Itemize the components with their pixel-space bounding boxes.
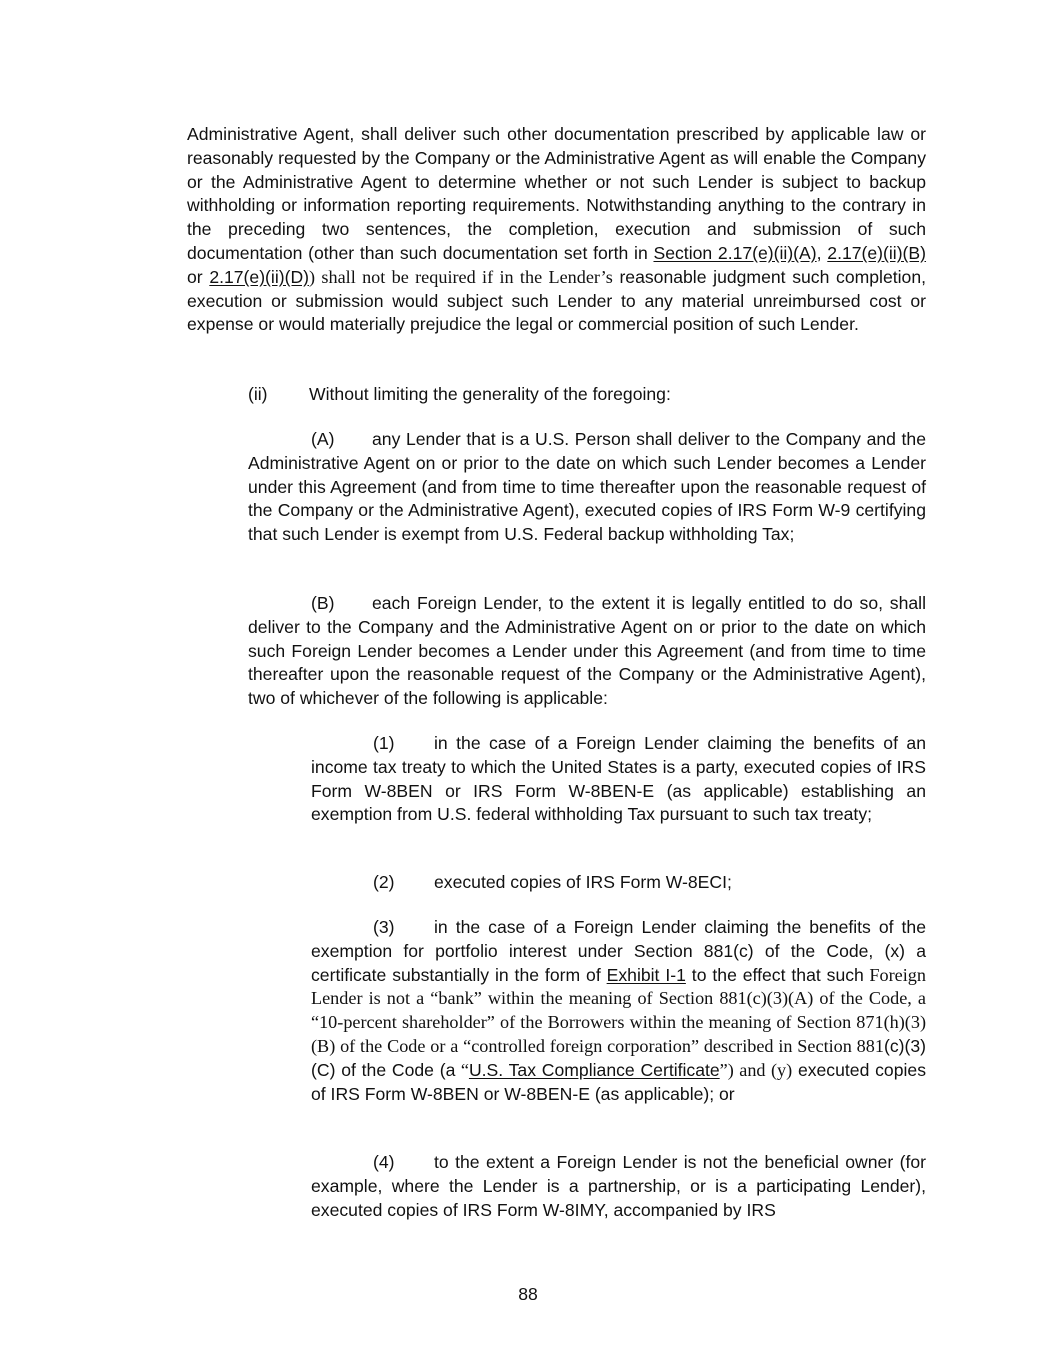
item-text: executed copies of IRS Form W-8ECI; — [434, 872, 732, 892]
page-number: 88 — [518, 1284, 538, 1304]
item-label: (B) — [311, 593, 335, 613]
item-text-serif-mid: ”) and (y) — [719, 1059, 793, 1080]
item-label: (2) — [373, 872, 395, 892]
list-item-2 — [311, 871, 926, 895]
list-item-a — [248, 428, 926, 547]
item-label: (ii) — [248, 384, 268, 404]
list-item-3 — [311, 916, 926, 1106]
item-label: (A) — [311, 429, 335, 449]
exhibit-i1-link[interactable]: Exhibit I-1 — [606, 964, 686, 985]
section-ref-a-link[interactable]: Section 2.17(e)(ii)(A) — [653, 242, 817, 263]
list-item-1 — [311, 732, 926, 827]
intro-text-end: reasonable judgment such completion, execution or submission would subject such Lender to any material unreimbursed cost or expense or would materially prejudice the legal or commercial position of such Lender. — [187, 266, 926, 335]
item-label: (1) — [373, 733, 395, 753]
item-text: any Lender that is a U.S. Person shall deliver to the Company and the Administrative Agent on or prior to the date on which such Lender becomes a Lender under this Agreement (and from time to time thereafter upon the reasonable request of the Company or the Administrative Agent), executed copies of IRS Form W-9 certifying that such Lender is exempt from U.S. Federal backup withholding Tax; — [248, 429, 926, 545]
item-text-code-ref: (c)(3)(C) of the Code (a — [311, 1035, 926, 1080]
tax-compliance-certificate-link[interactable]: U.S. Tax Compliance Certificate — [468, 1059, 720, 1080]
list-item-4 — [311, 1151, 926, 1222]
item-text-serif: Foreign Lender is not a “bank” within the meaning of Section 881(c)(3)(A) of the Code, a “10-percent shareholder” of the Borrowers within the meaning of Section 871(h)(3)(B) of the Code or a “controlled foreign corporation” described in Section 881 — [311, 964, 926, 1056]
item-text-after-exhibit: to the effect that such — [685, 964, 864, 985]
list-item-ii — [187, 383, 926, 407]
section-ref-d-link[interactable]: 2.17(e)(ii)(D) — [209, 266, 310, 287]
item-text-end: executed copies of IRS Form W-8BEN or W-8BEN-E (as applicable); or — [311, 1059, 926, 1104]
intro-text-serif: ) shall not be required if in the Lender’s — [309, 266, 613, 287]
item-text-start: in the case of a Foreign Lender claiming the benefits of the exemption for portfolio interest under Section 881(c) of the Code, (x) a certificate substantially in the form of — [311, 917, 926, 985]
item-text: each Foreign Lender, to the extent it is legally entitled to do so, shall deliver to the Company and the Administrative Agent on or prior to the date on which such Foreign Lender becomes a Lender under this Agreement (and from time to time thereafter upon the reasonable request of the Company or the Administrative Agent), two of whichever of the following is applicable: — [248, 593, 926, 709]
item-label: (3) — [373, 917, 395, 937]
ref-separator: or — [187, 266, 210, 287]
intro-text-start: Administrative Agent, shall deliver such other documentation prescribed by applicable law or reasonably requested by the Company or the Administrative Agent as will enable the Company or the Administrative Agent to determine whether or not such Lender is subject to backup withholding or information reporting requirements. Notwithstanding anything to the contrary in the preceding two sentences, the completion, execution and submission of such documentation (other than such documentation set forth in — [187, 124, 926, 263]
item-text: Without limiting the generality of the foregoing: — [309, 384, 671, 404]
item-text: to the extent a Foreign Lender is not the beneficial owner (for example, where the Lender is a partnership, or is a participating Lender), executed copies of IRS Form W-8IMY, accompanied by IRS — [311, 1152, 926, 1220]
paragraph-intro — [187, 123, 926, 337]
list-item-b — [248, 592, 926, 711]
item-text: in the case of a Foreign Lender claiming the benefits of an income tax treaty to which the United States is a party, executed copies of IRS Form W-8BEN or IRS Form W-8BEN-E (as applicable) establishing an exemption from U.S. federal withholding Tax pursuant to such tax treaty; — [311, 733, 926, 825]
quote-open: “ — [455, 1059, 469, 1080]
ref-separator: , — [816, 242, 828, 263]
section-ref-b-link[interactable]: 2.17(e)(ii)(B) — [827, 242, 927, 263]
item-label: (4) — [373, 1152, 395, 1172]
